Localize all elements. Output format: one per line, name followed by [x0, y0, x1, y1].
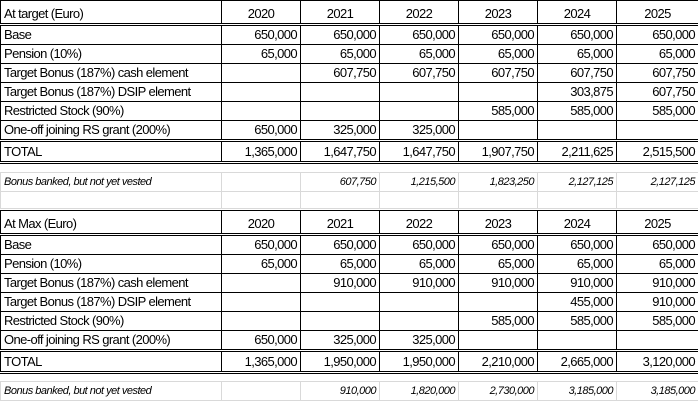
table-row [1, 274, 698, 293]
banked-cell[interactable]: 1,820,000 [380, 382, 459, 401]
value-cell[interactable] [538, 121, 617, 141]
total-label[interactable]: TOTAL [1, 351, 222, 373]
row-label[interactable]: Pension (10%) [1, 45, 222, 64]
value-cell[interactable]: 910,000 [380, 274, 459, 293]
total-label[interactable]: TOTAL [1, 141, 222, 163]
row-label[interactable]: Target Bonus (187%) DSIP element [1, 293, 222, 312]
value-cell[interactable]: 607,750 [301, 64, 380, 83]
value-cell[interactable]: 65,000 [459, 255, 538, 274]
max-banked-table [0, 381, 698, 401]
value-cell[interactable] [459, 331, 538, 351]
value-cell[interactable]: 910,000 [459, 274, 538, 293]
value-cell[interactable] [459, 293, 538, 312]
total-cell[interactable]: 2,211,625 [538, 141, 617, 163]
value-cell[interactable]: 650,000 [380, 235, 459, 255]
value-cell[interactable]: 585,000 [617, 312, 698, 331]
value-cell[interactable]: 607,750 [380, 64, 459, 83]
total-cell[interactable]: 3,120,000 [617, 351, 698, 373]
table-row [1, 25, 698, 45]
value-cell[interactable]: 650,000 [538, 235, 617, 255]
value-cell[interactable] [301, 312, 380, 331]
value-cell[interactable] [222, 102, 301, 121]
value-cell[interactable] [459, 83, 538, 102]
value-cell[interactable] [380, 83, 459, 102]
value-cell[interactable]: 585,000 [538, 312, 617, 331]
empty-cell[interactable] [459, 192, 538, 209]
value-cell[interactable] [222, 274, 301, 293]
banked-row [1, 173, 698, 192]
value-cell[interactable] [538, 331, 617, 351]
value-cell[interactable]: 650,000 [222, 331, 301, 351]
row-label[interactable]: Pension (10%) [1, 255, 222, 274]
value-cell[interactable] [222, 312, 301, 331]
total-cell[interactable]: 1,365,000 [222, 351, 301, 373]
empty-cell[interactable] [617, 192, 698, 209]
value-cell[interactable] [222, 64, 301, 83]
banked-cell[interactable]: 2,127,125 [538, 173, 617, 192]
value-cell[interactable] [380, 312, 459, 331]
value-cell[interactable]: 607,750 [617, 83, 698, 102]
banked-cell[interactable] [222, 382, 301, 401]
year-cell[interactable]: 2023 [459, 211, 538, 235]
max-title[interactable]: At Max (Euro) [1, 211, 222, 235]
row-label[interactable]: Target Bonus (187%) DSIP element [1, 83, 222, 102]
year-cell[interactable]: 2024 [538, 1, 617, 25]
value-cell[interactable] [617, 121, 698, 141]
banked-cell[interactable] [222, 173, 301, 192]
total-row [1, 351, 698, 373]
empty-cell[interactable] [380, 192, 459, 209]
year-cell[interactable]: 2024 [538, 211, 617, 235]
value-cell[interactable]: 650,000 [222, 121, 301, 141]
year-cell[interactable]: 2025 [617, 1, 698, 25]
value-cell[interactable]: 65,000 [459, 45, 538, 64]
row-label[interactable]: One-off joining RS grant (200%) [1, 121, 222, 141]
value-cell[interactable]: 325,000 [301, 121, 380, 141]
banked-cell[interactable]: 3,185,000 [617, 382, 698, 401]
value-cell[interactable]: 455,000 [538, 293, 617, 312]
row-label[interactable]: Base [1, 25, 222, 45]
year-cell[interactable]: 2020 [222, 211, 301, 235]
total-cell[interactable]: 2,210,000 [459, 351, 538, 373]
value-cell[interactable]: 650,000 [459, 25, 538, 45]
value-cell[interactable]: 910,000 [617, 293, 698, 312]
value-cell[interactable] [222, 83, 301, 102]
total-cell[interactable]: 1,907,750 [459, 141, 538, 163]
banked-row [1, 382, 698, 401]
empty-cell[interactable] [222, 192, 301, 209]
value-cell[interactable]: 607,750 [459, 64, 538, 83]
value-cell[interactable]: 65,000 [222, 255, 301, 274]
target-title[interactable]: At target (Euro) [1, 1, 222, 25]
value-cell[interactable]: 65,000 [538, 45, 617, 64]
value-cell[interactable] [617, 331, 698, 351]
total-cell[interactable]: 1,950,000 [380, 351, 459, 373]
value-cell[interactable]: 650,000 [617, 25, 698, 45]
max-header-row [1, 211, 698, 235]
banked-cell[interactable]: 2,127,125 [617, 173, 698, 192]
value-cell[interactable]: 325,000 [380, 331, 459, 351]
table-row [1, 293, 698, 312]
value-cell[interactable]: 650,000 [538, 25, 617, 45]
value-cell[interactable]: 607,750 [617, 64, 698, 83]
value-cell[interactable] [222, 293, 301, 312]
table-row [1, 45, 698, 64]
year-cell[interactable]: 2022 [380, 1, 459, 25]
table-row [1, 235, 698, 255]
banked-label[interactable]: Bonus banked, but not yet vested [1, 382, 222, 401]
table-row [1, 255, 698, 274]
year-cell[interactable]: 2025 [617, 211, 698, 235]
value-cell[interactable]: 650,000 [380, 25, 459, 45]
empty-cell[interactable] [301, 192, 380, 209]
value-cell[interactable]: 65,000 [301, 45, 380, 64]
table-row [1, 331, 698, 351]
total-cell[interactable]: 1,950,000 [301, 351, 380, 373]
row-label[interactable]: Restricted Stock (90%) [1, 312, 222, 331]
value-cell[interactable]: 65,000 [617, 45, 698, 64]
value-cell[interactable]: 650,000 [617, 235, 698, 255]
banked-cell[interactable]: 1,823,250 [459, 173, 538, 192]
year-cell[interactable]: 2023 [459, 1, 538, 25]
value-cell[interactable] [301, 293, 380, 312]
target-table [0, 0, 698, 164]
value-cell[interactable]: 325,000 [301, 331, 380, 351]
value-cell[interactable]: 650,000 [301, 25, 380, 45]
value-cell[interactable]: 65,000 [301, 255, 380, 274]
empty-row [1, 192, 698, 209]
value-cell[interactable]: 303,875 [538, 83, 617, 102]
value-cell[interactable]: 585,000 [617, 102, 698, 121]
total-cell[interactable]: 2,665,000 [538, 351, 617, 373]
value-cell[interactable] [301, 83, 380, 102]
value-cell[interactable]: 585,000 [459, 312, 538, 331]
value-cell[interactable] [301, 102, 380, 121]
value-cell[interactable]: 65,000 [380, 45, 459, 64]
value-cell[interactable]: 585,000 [459, 102, 538, 121]
row-label[interactable]: Base [1, 235, 222, 255]
target-header-row [1, 1, 698, 25]
table-row [1, 312, 698, 331]
value-cell[interactable]: 650,000 [222, 235, 301, 255]
banked-cell[interactable]: 910,000 [301, 382, 380, 401]
value-cell[interactable]: 65,000 [222, 45, 301, 64]
empty-cell[interactable] [538, 192, 617, 209]
value-cell[interactable]: 910,000 [617, 274, 698, 293]
value-cell[interactable]: 650,000 [301, 235, 380, 255]
empty-cell[interactable] [1, 192, 222, 209]
target-banked-table [0, 172, 698, 209]
max-table [0, 210, 698, 374]
banked-cell[interactable]: 1,215,500 [380, 173, 459, 192]
year-cell[interactable]: 2021 [301, 1, 380, 25]
total-cell[interactable]: 1,365,000 [222, 141, 301, 163]
value-cell[interactable]: 325,000 [380, 121, 459, 141]
value-cell[interactable]: 910,000 [538, 274, 617, 293]
row-label[interactable]: Restricted Stock (90%) [1, 102, 222, 121]
table-row [1, 83, 698, 102]
total-cell[interactable]: 1,647,750 [380, 141, 459, 163]
row-label[interactable]: One-off joining RS grant (200%) [1, 331, 222, 351]
value-cell[interactable]: 910,000 [301, 274, 380, 293]
value-cell[interactable]: 650,000 [459, 235, 538, 255]
row-label[interactable]: Target Bonus (187%) cash element [1, 274, 222, 293]
year-cell[interactable]: 2022 [380, 211, 459, 235]
value-cell[interactable]: 607,750 [538, 64, 617, 83]
value-cell[interactable]: 65,000 [617, 255, 698, 274]
table-row [1, 121, 698, 141]
row-label[interactable]: Target Bonus (187%) cash element [1, 64, 222, 83]
banked-label[interactable]: Bonus banked, but not yet vested [1, 173, 222, 192]
table-row [1, 64, 698, 83]
banked-cell[interactable]: 607,750 [301, 173, 380, 192]
total-cell[interactable]: 2,515,500 [617, 141, 698, 163]
value-cell[interactable] [459, 121, 538, 141]
value-cell[interactable] [380, 293, 459, 312]
value-cell[interactable] [380, 102, 459, 121]
value-cell[interactable]: 65,000 [380, 255, 459, 274]
total-row [1, 141, 698, 163]
banked-cell[interactable]: 3,185,000 [538, 382, 617, 401]
value-cell[interactable]: 65,000 [538, 255, 617, 274]
year-cell[interactable]: 2020 [222, 1, 301, 25]
banked-cell[interactable]: 2,730,000 [459, 382, 538, 401]
table-row [1, 102, 698, 121]
value-cell[interactable]: 585,000 [538, 102, 617, 121]
year-cell[interactable]: 2021 [301, 211, 380, 235]
total-cell[interactable]: 1,647,750 [301, 141, 380, 163]
value-cell[interactable]: 650,000 [222, 25, 301, 45]
